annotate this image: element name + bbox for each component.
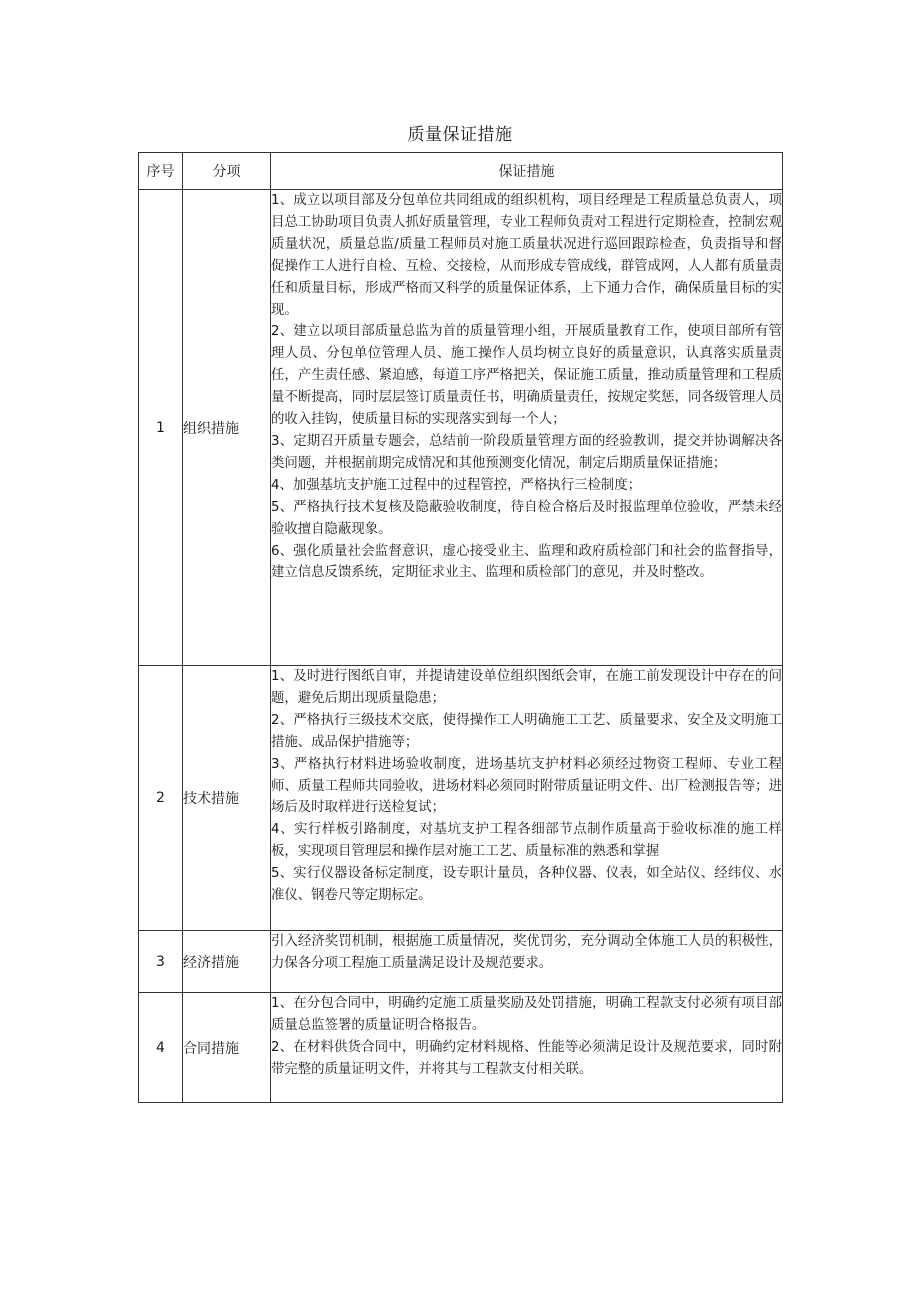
measure-item: 4、加强基坑支护施工过程中的过程管控，严格执行三检制度； bbox=[271, 477, 642, 493]
row-measures bbox=[271, 666, 783, 931]
measure-item: 引入经济奖罚机制，根据施工质量情况，奖优罚劣，充分调动全体施工人员的积极性，力保各分项工程施工质量满足设计及规范要求。 bbox=[271, 934, 782, 971]
row-category: 经济措施 bbox=[183, 931, 271, 993]
row-number: 2 bbox=[139, 666, 183, 931]
measure-item: 1、在分包合同中，明确约定施工质量奖励及处罚措施，明确工程款支付必须有项目部质量总监签署的质量证明合格报告。 bbox=[271, 996, 782, 1033]
row-number: 3 bbox=[139, 931, 183, 993]
row-category: 组织措施 bbox=[183, 190, 271, 666]
measure-item: 2、建立以项目部质量总监为首的质量管理小组，开展质量教育工作，使项目部所有管理人员、分包单位管理人员、施工操作人员均树立良好的质量意识，认真落实质量责任，产生责任感、紧迫感，每道工序严格把关，保证施工质量，推动质量管理和工程质量不断提高，同时层层签订质量责任书，明确质量责任，按规定奖惩，同各级管理人员的收入挂钩，使质量目标的实现落实到每一个人； bbox=[271, 324, 782, 428]
table-row bbox=[139, 993, 783, 1103]
measure-item: 5、实行仪器设备标定制度，设专职计量员，各种仪器、仪表，如全站仪、经纬仪、水准仪、钢卷尺等定期标定。 bbox=[271, 866, 782, 904]
measure-item: 3、严格执行材料进场验收制度，进场基坑支护材料必须经过物资工程师、专业工程师、质量工程师共同验收，进场材料必须同时附带质量证明文件、出厂检测报告等；进场后及时取样进行送检复试； bbox=[271, 756, 782, 816]
measure-item: 1、成立以项目部及分包单位共同组成的组织机构，项目经理是工程质量总负责人，项目总工协助项目负责人抓好质量管理，专业工程师负责对工程进行定期检查，控制宏观质量状况，质量总监/质量工程师员对施工质量状况进行巡回跟踪检查，负责指导和督促操作工人进行自检、互检、交接检，从而形成专管成线，群管成网，人人都有质量责任和质量目标，形成严格而又科学的质量保证体系，上下通力合作，确保质量目标的实现。 bbox=[271, 193, 782, 318]
table-row bbox=[139, 666, 783, 931]
row-measures bbox=[271, 931, 783, 993]
row-measures bbox=[271, 190, 783, 666]
document-title: 质量保证措施 bbox=[407, 125, 513, 145]
measure-item: 5、严格执行技术复核及隐蔽验收制度，待自检合格后及时报监理单位验收，严禁未经验收擅自隐蔽现象。 bbox=[271, 499, 782, 537]
table-header-row bbox=[139, 153, 783, 190]
measure-item: 6、强化质量社会监督意识，虚心接受业主、监理和政府质检部门和社会的监督指导，建立信息反馈系统，定期征求业主、监理和质检部门的意见，并及时整改。 bbox=[271, 543, 782, 581]
row-number: 4 bbox=[139, 993, 183, 1103]
table-row bbox=[139, 931, 783, 993]
row-category: 技术措施 bbox=[183, 666, 271, 931]
measure-item: 4、实行样板引路制度，对基坑支护工程各细部节点制作质量高于验收标准的施工样板，实现项目管理层和操作层对施工工艺、质量标准的熟悉和掌握 bbox=[271, 822, 782, 860]
row-number: 1 bbox=[139, 190, 183, 666]
measure-item: 2、严格执行三级技术交底，使得操作工人明确施工工艺、质量要求、安全及文明施工措施、成品保护措施等； bbox=[271, 712, 782, 750]
measure-item: 2、在材料供货合同中，明确约定材料规格、性能等必须满足设计及规范要求，同时附带完整的质量证明文件，并将其与工程款支付相关联。 bbox=[271, 1039, 782, 1077]
header-serial-number: 序号 bbox=[139, 153, 183, 190]
row-measures bbox=[271, 993, 783, 1103]
measure-item: 1、及时进行图纸自审，并提请建设单位组织图纸会审，在施工前发现设计中存在的问题，避免后期出现质量隐患； bbox=[271, 669, 782, 706]
table-row bbox=[139, 190, 783, 666]
row-category: 合同措施 bbox=[183, 993, 271, 1103]
header-measures: 保证措施 bbox=[271, 153, 783, 190]
header-category: 分项 bbox=[183, 153, 271, 190]
quality-measures-table bbox=[138, 152, 783, 1103]
measure-item: 3、定期召开质量专题会，总结前一阶段质量管理方面的经验教训，提交并协调解决各类问题，并根据前期完成情况和其他预测变化情况，制定后期质量保证措施； bbox=[271, 433, 782, 471]
